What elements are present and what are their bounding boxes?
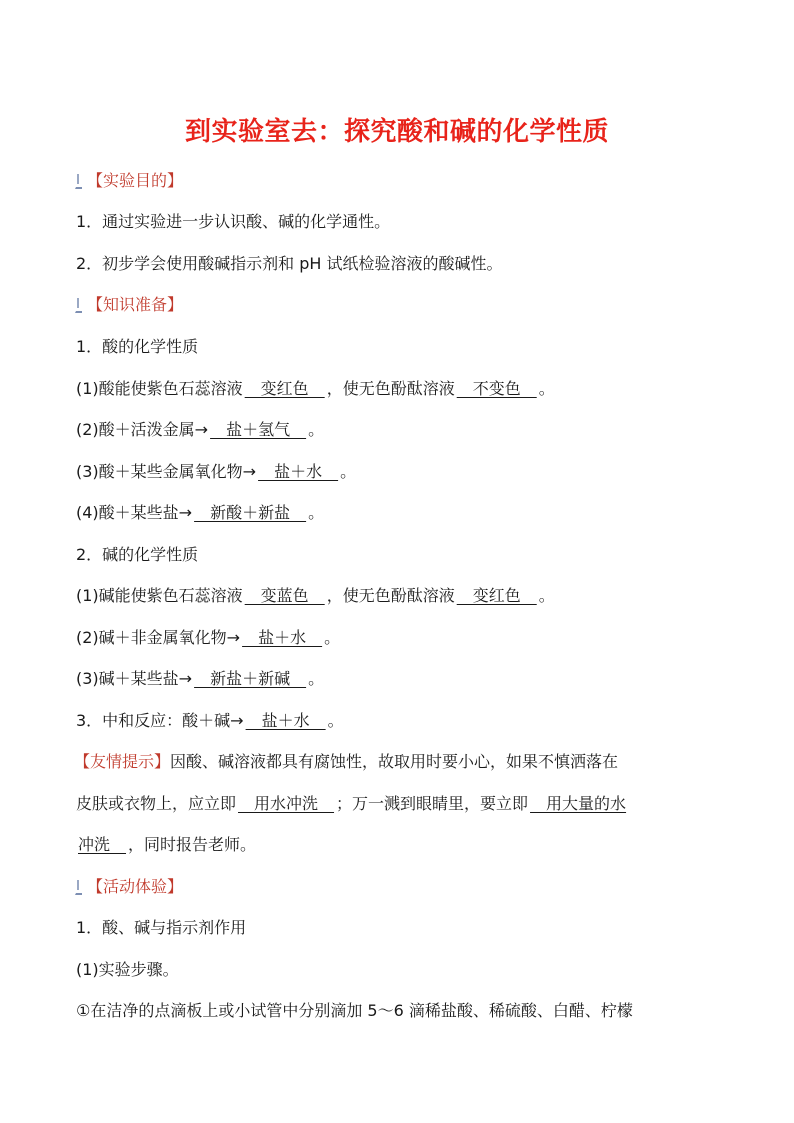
- section-activity: [74, 876, 183, 898]
- text: (3)碱＋某些盐→: [76, 669, 193, 688]
- acid-property-1: [76, 378, 555, 400]
- activity-item-1: 1．酸、碱与指示剂作用: [76, 918, 247, 937]
- page-title: 到实验室去：探究酸和碱的化学性质: [184, 117, 609, 147]
- answer-blank: 盐＋水: [245, 711, 326, 730]
- answer-blank: 用水冲洗: [238, 794, 335, 813]
- text: 3．中和反应：酸＋碱→: [76, 711, 244, 730]
- tip-line-1: [74, 751, 618, 773]
- text: (1)碱能使紫色石蕊溶液: [76, 586, 243, 605]
- bullet-icon: [74, 880, 83, 894]
- text: (4)酸＋某些盐→: [76, 503, 193, 522]
- text: 。: [308, 503, 325, 522]
- text: (2)酸＋活泼金属→: [76, 420, 209, 439]
- neutralization-line: [76, 710, 344, 732]
- text: 。: [340, 462, 357, 481]
- purpose-item-1: 1．通过实验进一步认识酸、碱的化学通性。: [76, 212, 391, 231]
- section-knowledge: [74, 294, 183, 316]
- text: (1)酸能使紫色石蕊溶液: [76, 379, 243, 398]
- base-property-3: [76, 668, 324, 690]
- acid-property-3: [76, 461, 356, 483]
- base-property-2: [76, 627, 340, 649]
- bullet-icon: [74, 298, 83, 312]
- answer-blank: 变蓝色: [244, 586, 325, 605]
- acid-property-2: [76, 419, 324, 441]
- text: ，使无色酚酞溶液: [326, 586, 455, 605]
- text: ，使无色酚酞溶液: [326, 379, 455, 398]
- text: 。: [308, 669, 325, 688]
- text: (3)酸＋某些金属氧化物→: [76, 462, 257, 481]
- answer-blank: 新盐＋新碱: [194, 669, 307, 688]
- answer-blank: 新酸＋新盐: [194, 503, 307, 522]
- text: ；万一溅到眼睛里，要立即: [336, 794, 529, 813]
- acid-heading: 1．酸的化学性质: [76, 337, 199, 356]
- text: 因酸、碱溶液都具有腐蚀性，故取用时要小心，如果不慎洒落在: [170, 752, 619, 771]
- answer-blank: 变红色: [456, 586, 537, 605]
- tip-label: 【友情提示】: [74, 752, 171, 771]
- text: ，同时报告老师。: [128, 835, 257, 854]
- section-purpose: [74, 170, 183, 192]
- base-heading: 2．碱的化学性质: [76, 545, 199, 564]
- text: 。: [538, 379, 555, 398]
- text: (2)碱＋非金属氧化物→: [76, 628, 241, 647]
- answer-blank: 变红色: [244, 379, 325, 398]
- tip-line-2: [76, 793, 628, 815]
- section-purpose-label: 【实验目的】: [87, 171, 184, 190]
- answer-blank: 冲洗: [78, 835, 127, 854]
- answer-blank: 盐＋水: [258, 462, 339, 481]
- answer-blank: 用大量的水: [530, 794, 627, 813]
- answer-blank: 盐＋氢气: [210, 420, 307, 439]
- text: 。: [324, 628, 341, 647]
- text: 。: [538, 586, 555, 605]
- section-activity-label: 【活动体验】: [87, 877, 184, 896]
- answer-blank: 盐＋水: [242, 628, 323, 647]
- base-property-1: [76, 585, 555, 607]
- section-knowledge-label: 【知识准备】: [87, 295, 184, 314]
- text: 。: [308, 420, 325, 439]
- tip-line-3: [76, 834, 256, 856]
- purpose-item-2: 2．初步学会使用酸碱指示剂和 pH 试纸检验溶液的酸碱性。: [76, 254, 503, 273]
- acid-property-4: [76, 502, 324, 524]
- text: 。: [327, 711, 344, 730]
- activity-step-heading: (1)实验步骤。: [76, 960, 179, 979]
- bullet-icon: [74, 174, 83, 188]
- activity-step-1: ①在洁净的点滴板上或小试管中分别滴加 5～6 滴稀盐酸、稀硫酸、白醋、柠檬: [76, 1001, 633, 1020]
- text: 皮肤或衣物上，应立即: [76, 794, 237, 813]
- answer-blank: 不变色: [456, 379, 537, 398]
